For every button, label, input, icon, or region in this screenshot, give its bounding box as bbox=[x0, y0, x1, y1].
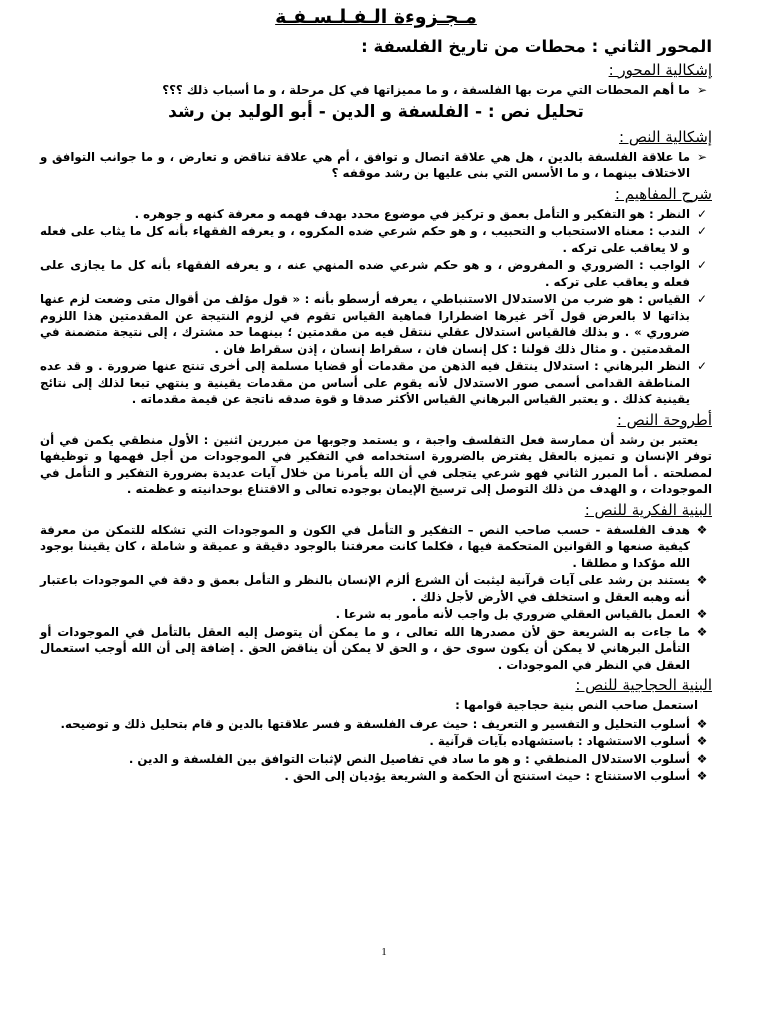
arrow-bullet-icon: ➢ bbox=[696, 149, 708, 164]
diamond-bullet-icon: ❖ bbox=[696, 751, 708, 766]
diamond-bullet-icon: ❖ bbox=[696, 716, 708, 731]
check-bullet-icon: ✓ bbox=[696, 292, 708, 306]
page-number: 1 bbox=[381, 946, 387, 958]
argument-structure-list bbox=[40, 716, 712, 785]
concept-term: القياس : bbox=[638, 292, 690, 306]
list-item: ❖ أسلوب الاستنتاج : حيث استنتج أن الحكمة و الشريعة يؤديان إلى الحق . bbox=[40, 768, 712, 785]
list-item bbox=[40, 206, 712, 223]
text-problem-list bbox=[40, 149, 712, 182]
concept-term: الندب : bbox=[648, 224, 690, 238]
argument-structure-heading: البنية الحجاجية للنص : bbox=[575, 676, 712, 694]
list-item: ➢ ما أهم المحطات التي مرت بها الفلسفة ، و ما مميزاتها في كل مرحلة ، و ما أسباب ذلك ؟؟؟ bbox=[40, 82, 712, 99]
check-bullet-icon: ✓ bbox=[696, 359, 708, 373]
check-bullet-icon: ✓ bbox=[696, 224, 708, 238]
document-page bbox=[40, 4, 712, 786]
list-item: ❖ هدف الفلسفة - حسب صاحب النص – التفكير و التأمل في الكون و الموجودات التي تشكله للتمكن من معرفة كيفية صنعها و القوانين المتحكمة فيها ، فكلما كانت معرفتنا بالوجود دقيقة و عميقة و شاملة ، كان يقيننا بوجود الله مؤكدا و مطلقا . bbox=[40, 522, 712, 572]
thesis-heading: أطروحة النص : bbox=[616, 410, 712, 429]
concepts-heading: شرح المفاهيم : bbox=[614, 184, 712, 203]
concept-term: النظر : bbox=[649, 206, 690, 221]
list-item: ❖ أسلوب الاستشهاد : باستشهاده بآيات قرآنية . bbox=[40, 733, 712, 750]
axis-problem-heading: إشكالية المحور : bbox=[608, 61, 712, 79]
list-item: ❖ العمل بالقياس العقلي ضروري بل واجب لأنه مأمور به شرعا . bbox=[40, 606, 712, 623]
list-item: ❖ يستند بن رشد على آيات قرآنية ليثبت أن الشرع ألزم الإنسان بالنظر و التأمل بعمق و دقة في الموجودات باعتبار أنه وهبه العقل و استخلف في الأرض لأجل ذلك . bbox=[40, 572, 712, 605]
concept-term: النظر البرهاني : bbox=[593, 359, 691, 373]
check-bullet-icon: ✓ bbox=[696, 258, 708, 272]
list-item: ❖ ما جاءت به الشريعة حق لأن مصدرها الله تعالى ، و ما يمكن أن يتوصل إليه العقل بالتأمل في الموجودات أو التأمل البرهاني لا يمكن أن يكون سوى حق ، و الحق لا يمكن أن يناقض الحق . إضافة إلى أن الله أوجب استعمال العقل في النظر في الموجودات . bbox=[40, 624, 712, 674]
list-item bbox=[40, 223, 712, 256]
arrow-bullet-icon: ➢ bbox=[696, 83, 708, 97]
idea-structure-heading: البنية الفكرية للنص : bbox=[584, 500, 712, 519]
diamond-bullet-icon: ❖ bbox=[696, 522, 708, 537]
text-problem-heading: إشكالية النص : bbox=[619, 127, 712, 146]
argument-intro: استعمل صاحب النص بنية حجاجية قوامها : bbox=[455, 698, 698, 712]
diamond-bullet-icon: ❖ bbox=[696, 624, 708, 639]
axis-problem-list bbox=[40, 82, 712, 99]
page-title: مـجـزوءة الـفـلـسـفـة bbox=[275, 6, 477, 28]
axis-title: المحور الثاني : محطات من تاريخ الفلسفة : bbox=[361, 37, 712, 56]
list-item: ➢ ما علاقة الفلسفة بالدين ، هل هي علاقة اتصال و توافق ، أم هي علاقة تناقض و تعارض ، و ما جوانب التوافق و الاختلاف بينهما ، و ما الأسس التي بنى عليها بن رشد موقفه ؟ bbox=[40, 149, 712, 182]
diamond-bullet-icon: ❖ bbox=[696, 573, 708, 587]
list-item bbox=[40, 358, 712, 408]
diamond-bullet-icon: ❖ bbox=[696, 769, 708, 783]
concept-definition: هو التفكير و التأمل بعمق و تركيز في موضوع محدد بهدف فهمه و معرفة كنهه و جوهره . bbox=[134, 206, 650, 221]
concept-definition: هو ضرب من الاستدلال الاستنباطي ، يعرفه أرسطو بأنه : « قول مؤلف من أقوال متى وضعت لزم عنها بذاتها لا بالعرض قول آخر غيرها اضطرارا فماهية القياس تقوم في لزوم النتيجة عن المقدمتين هذا اللزوم ضروري » . و بذلك فالقياس استدلال عقلي ننتقل فيه من مقدمتين ؛ بينهما حد مشترك ، إلى نتيجة متضمنة في المقدمتين . و مثال ذلك قولنا : كل إنسان فان ، سقراط إنسان ، إذن سقراط فان . bbox=[40, 292, 690, 356]
diamond-bullet-icon: ❖ bbox=[696, 734, 708, 748]
concepts-list bbox=[40, 206, 712, 408]
thesis-paragraph: يعتبر بن رشد أن ممارسة فعل التفلسف واجبة ، و يستمد وجوبها من مبررين اثنين : الأول منطقي يكمن في أن توفر الإنسان و تميزه بالعقل يفترض بالضرورة استخدامه في التفكير في الموجودات من أجل فهمها و توظيفها لمصلحته . أما المبرر الثاني فهو شرعي يتجلى في أن الله يأمرنا من خلال آيات عديدة بضرورة التفكير و التأمل في الموجودات ، و الهدف من ذلك التوصل إلى ترسيخ الإيمان بوجوده تعالى و الاقتناع بوحدانيته و عظمته . bbox=[40, 432, 712, 496]
concept-definition: معناه الاستحباب و التحبيب ، و هو حكم شرعي ضده المكروه ، و يعرفه الفقهاء بأنه كل ما يثاب على فعله و لا يعاقب على تركه . bbox=[40, 224, 690, 255]
list-item bbox=[40, 291, 712, 357]
diamond-bullet-icon: ❖ bbox=[696, 607, 708, 621]
list-item: ❖ أسلوب الاستدلال المنطقي : و هو ما ساد في تفاصيل النص لإثبات التوافق بين الفلسفة و الدين . bbox=[40, 751, 712, 768]
concept-term: الواجب : bbox=[638, 258, 691, 272]
text-title: تحليل نص : - الفلسفة و الدين - أبو الوليد بن رشد bbox=[168, 101, 584, 122]
concept-definition: الضروري و المفروض ، و هو حكم شرعي ضده المنهي عنه ، و يعرفه الفقهاء بأنه كل ما يجازى على فعله و يعاقب على تركه . bbox=[40, 258, 690, 289]
list-item: ❖ أسلوب التحليل و التفسير و التعريف : حيث عرف الفلسفة و فسر علاقتها بالدين و قام بتحليل ذلك و توضيحه. bbox=[40, 716, 712, 733]
concept-definition: استدلال ينتقل فيه الذهن من مقدمات أو قضايا مسلمة إلى أخرى تنتج عنها ضرورة . و قد عده المناطقة القدامى أسمى صور الاستدلال لأنه يقوم على أساس من مقدمات يقينية و ينتهي تبعا لذلك إلى نتائج يقينية كذلك . و يعتبر القياس البرهاني القياس الأكثر صدقا و قوة صدقه ناتجة عن قيمة مقدماته . bbox=[40, 359, 690, 406]
idea-structure-list bbox=[40, 522, 712, 674]
list-item bbox=[40, 257, 712, 290]
check-bullet-icon: ✓ bbox=[696, 206, 708, 221]
